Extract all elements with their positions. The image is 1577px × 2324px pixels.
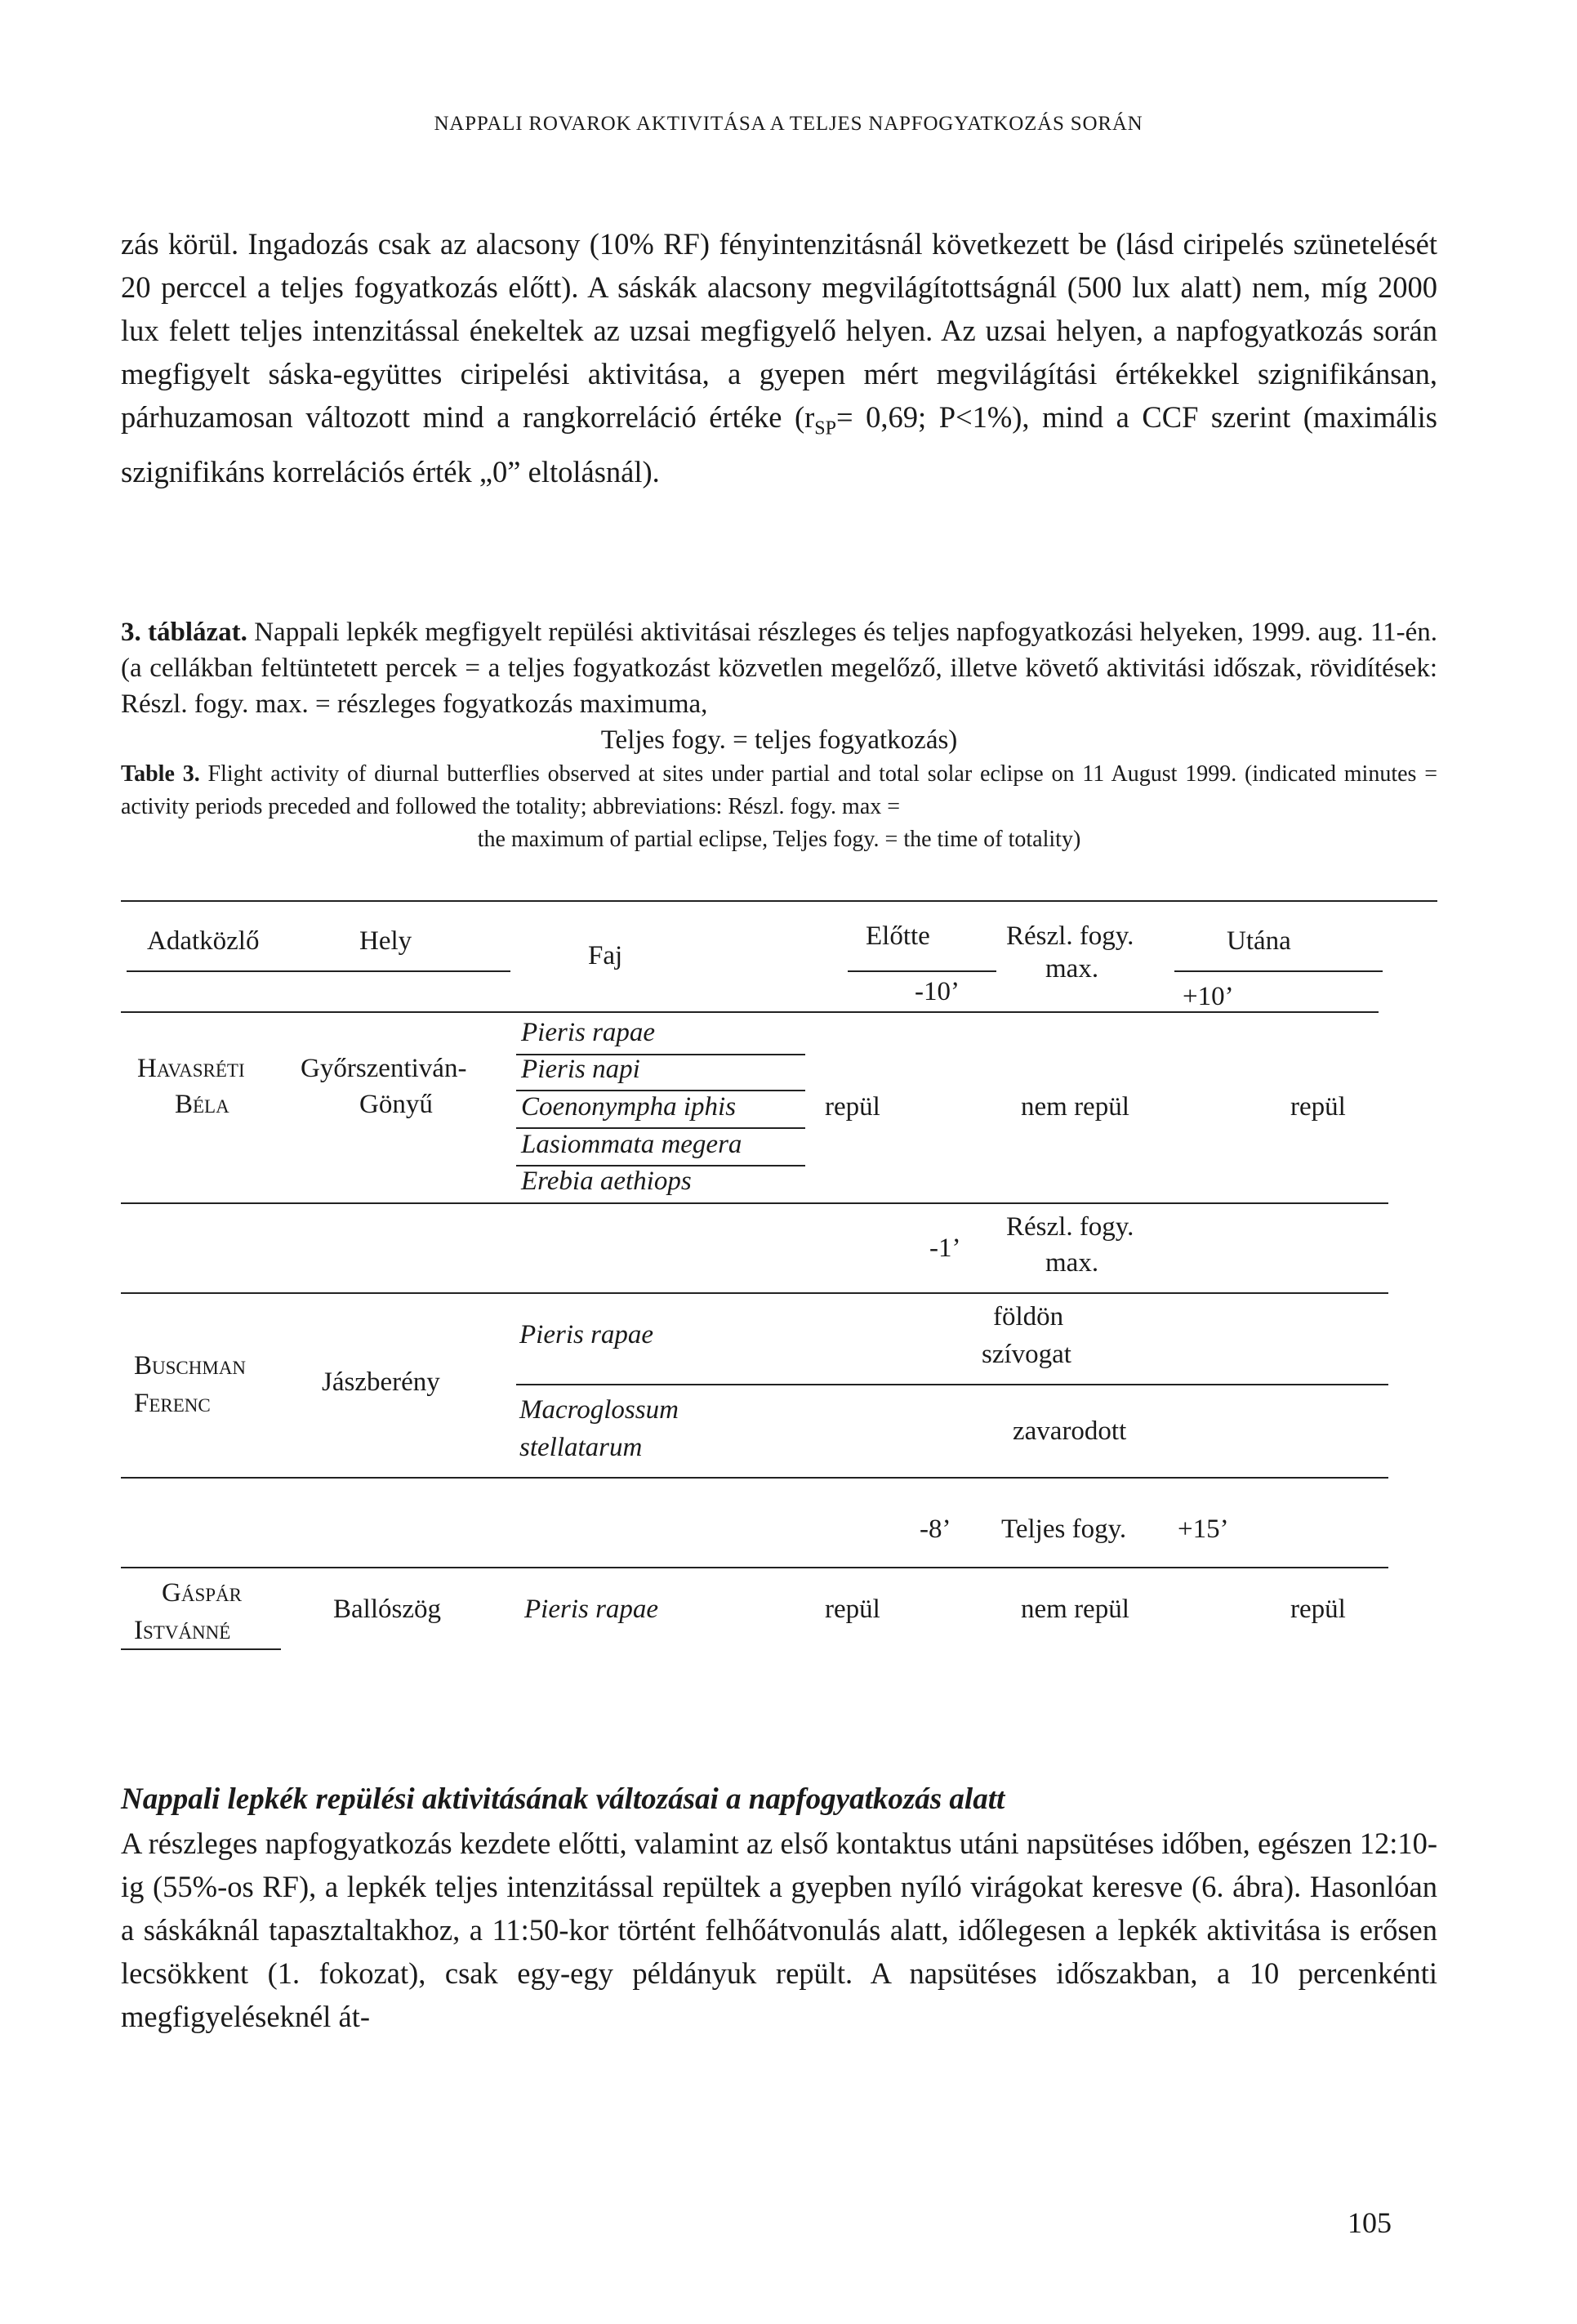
group1-bottom-rule <box>121 1202 1388 1204</box>
species-2-2a: Macroglossum <box>519 1395 679 1425</box>
species-2-2b: stellatarum <box>519 1433 643 1462</box>
table-caption-hungarian: 3. táblázat. Nappali lepkék megfigyelt repülési aktivitásai részleges és teljes napfogyatkozási helyeken, 1999. aug. 11-én. (a cellákban feltüntetett percek = a teljes fogyatkozást közvetlen megelőző, illetve követő aktivitási időszak, rövidítések: Részl. fogy. max. = részleges fogyatkozás maximuma, Teljes fogy. = teljes fogyatkozás) <box>121 618 1437 755</box>
group1-during: nem repül <box>1021 1092 1129 1122</box>
species-2-1: Pieris rapae <box>519 1320 654 1349</box>
observer-1-line1: Havasréti <box>137 1054 245 1083</box>
group3-before-minutes: -8’ <box>920 1514 951 1544</box>
species-1-3: Coenonympha iphis <box>521 1092 737 1122</box>
body-paragraph-2: A részleges napfogyatkozás kezdete előtti, valamint az első kontaktus utáni napsütéses időben, egészen 12:10-ig (55%-os RF), a lepkék teljes intenzitással repültek a gyepben nyíló virágokat keresve (6. ábra). Hasonlóan a sáskáknál tapasztaltakhoz, a 11:50-kor történt felhőátvonulás alatt, időlegesen a lepkék aktivitása is erősen lecsökkent (1. fokozat), csak egy-egy példányuk repült. A napsütéses időszakban, a 10 percenkénti megfigyeléseknél át- <box>121 1827 1437 2033</box>
group2-inner-rule <box>516 1384 1388 1385</box>
group2-before-minutes: -1’ <box>929 1233 961 1263</box>
site-2: Jászberény <box>322 1367 440 1397</box>
observer-1-line2: Béla <box>175 1090 229 1119</box>
caption-label-en: Table 3. <box>121 761 200 787</box>
group2-during-1b: szívogat <box>982 1340 1071 1369</box>
group2-bottom-rule <box>121 1477 1388 1479</box>
header-underline-after <box>1174 970 1383 972</box>
header-before-minutes: -10’ <box>915 977 960 1006</box>
observer-3-line2: Istvánné <box>134 1616 231 1645</box>
body-paragraph-1: zás körül. Ingadozás csak az alacsony (10% RF) fényintenzitásnál következett be (lásd ciripelés szünetelését 20 perccel a teljes fogyatkozás előtt). A sáskák alacsony megvilágítottságnál (500 lux alatt) nem, míg 2000 lux felett teljes intenzitással énekeltek az uzsai megfigyelő helyen. Az uzsai helyen, a napfogyatkozás során megfigyelt sáska-együttes ciripelési aktivitása, a gyepen mért megvilágítási értékekkel szignifikánsan, párhuzamosan változott mind a rangkorreláció értéke ($r_{SP}= 0,69$; P<1%), mind a CCF szerint (maximális szignifikáns korrelációs érték „0” eltolásnál). <box>121 227 1437 489</box>
group3-before: repül <box>825 1595 880 1624</box>
col-header-species: Faj <box>588 941 623 970</box>
group2-during-2: zavarodott <box>1013 1416 1127 1446</box>
header-bottom-rule <box>121 1011 1379 1013</box>
site-3: Ballószög <box>333 1595 441 1624</box>
table-top-rule <box>121 900 1437 902</box>
col-header-site: Hely <box>359 926 412 956</box>
group1-before: repül <box>825 1092 880 1122</box>
species-1-5: Erebia aethiops <box>521 1166 692 1196</box>
col-header-partial-max-2: max. <box>1045 954 1099 984</box>
group2-header-label-2: max. <box>1045 1248 1099 1278</box>
group3-after: repül <box>1290 1595 1346 1624</box>
group3-bottom-rule <box>121 1648 281 1650</box>
species-1-4: Lasiommata megera <box>521 1130 742 1159</box>
group2-header-label-1: Részl. fogy. <box>1006 1212 1134 1242</box>
group3-during: nem repül <box>1021 1595 1129 1624</box>
header-underline-before <box>848 970 996 972</box>
group2-header-rule <box>121 1292 1388 1294</box>
group2-during-1a: földön <box>993 1302 1064 1332</box>
col-header-observer: Adatközlő <box>147 926 260 956</box>
site-1-line2: Gönyű <box>359 1090 433 1119</box>
running-header: NAPPALI ROVAROK AKTIVITÁSA A TELJES NAPFOGYATKOZÁS SORÁN <box>434 113 1143 135</box>
species-1-1: Pieris rapae <box>521 1018 656 1047</box>
caption-label-hu: 3. táblázat. <box>121 618 247 647</box>
group3-after-minutes: +15’ <box>1178 1514 1229 1544</box>
table-caption-english: Table 3. Flight activity of diurnal butterflies observed at sites under partial and total solar eclipse on 11 August 1999. (indicated minutes = activity periods preceded and followed the totality; abbreviations: Részl. fogy. max = the maximum of partial eclipse, Teljes fogy. = the time of totality) <box>121 761 1438 852</box>
observer-2-line2: Ferenc <box>134 1389 211 1418</box>
observer-2-line1: Buschman <box>134 1351 247 1381</box>
section-subheading: Nappali lepkék repülési aktivitásának változásai a napfogyatkozás alatt <box>121 1782 1005 1816</box>
col-header-after: Utána <box>1227 926 1291 956</box>
header-after-minutes: +10’ <box>1183 982 1234 1011</box>
species-3: Pieris rapae <box>524 1595 659 1624</box>
col-header-before: Előtte <box>866 921 930 951</box>
group1-after: repül <box>1290 1092 1346 1122</box>
header-underline-left <box>127 970 510 972</box>
group3-header-label: Teljes fogy. <box>1001 1514 1127 1544</box>
species-1-2: Pieris napi <box>521 1055 640 1084</box>
col-header-partial-max: Részl. fogy. <box>1006 921 1134 951</box>
site-1-line1: Győrszentiván- <box>301 1054 467 1083</box>
page-number: 105 <box>1348 2206 1392 2239</box>
observer-3-line1: Gáspár <box>162 1578 242 1608</box>
group3-header-rule <box>121 1567 1388 1568</box>
